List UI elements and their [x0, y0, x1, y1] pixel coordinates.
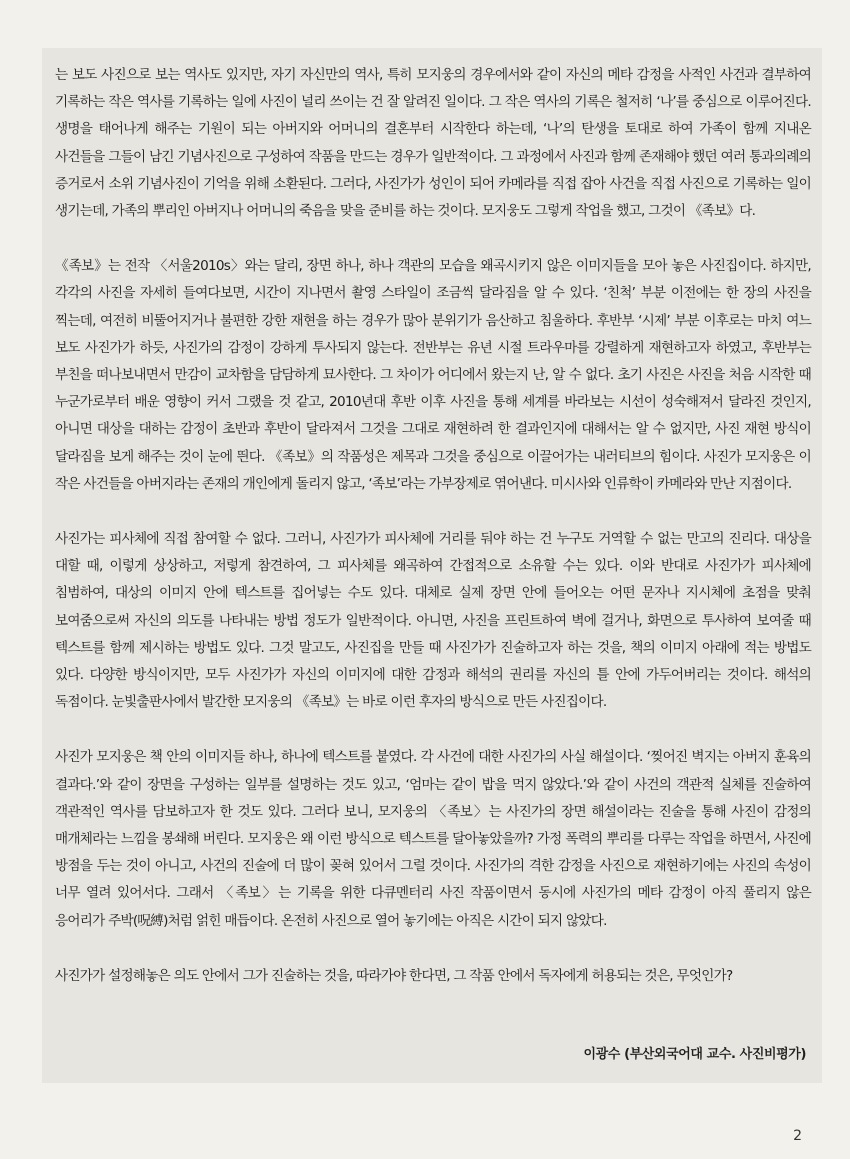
paragraph-1: 는 보도 사진으로 보는 역사도 있지만, 자기 자신만의 역사, 특히 모지웅의 경우에서와 같이 자신의 메타 감정을 사적인 사건과 결부하여 기록하는 작은 역사를 기록하는 일에 사진이 널리 쓰이는 건 잘 알려진 일이다. 그 작은 역사의 기록은 철저히 ‘나’를 중심으로 이루어진다. 생명을 태어나게 해주는 기원이 되는 아버지와 어머니의 결혼부터 시작한다 하는데, ‘나’의 탄생을 토대로 하여 가족이 함께 지내온 사건들을 그들이 남긴 기념사진으로 구성하여 작품을 만드는 경우가 일반적이다. 그 과정에서 사진과 함께 존재해야 했던 여러 통과의례의 증거로서 소위 기념사진이 기억을 위해 소환된다. 그러다, 사진가가 성인이 되어 카메라를 직접 잡아 사건을 직접 사진으로 기록하는 일이 생기는데, 가족의 뿌리인 아버지나 어머니의 죽음을 맞을 준비를 하는 것이다. 모지웅도 그렇게 작업을 했고, 그것이 《족보》다. — [55, 67, 811, 220]
paragraph-3: 사진가는 피사체에 직접 참여할 수 없다. 그러니, 사진가가 피사체에 거리를 둬야 하는 건 누구도 거역할 수 없는 만고의 진리다. 대상을 대할 때, 이렇게 상상하고, 저렇게 참견하여, 그 피사체를 왜곡하여 간접적으로 소유할 수는 있다. 이와 반대로 사진가가 피사체에 침범하여, 대상의 이미지 안에 텍스트를 집어넣는 수도 있다. 대체로 실제 장면 안에 들어오는 어떤 문자나 지시체에 초점을 맞춰 보여줌으로써 자신의 의도를 나타내는 방법 정도가 일반적이다. 아니면, 사진을 프린트하여 벽에 걸거나, 화면으로 투사하여 보여줄 때 텍스트를 함께 제시하는 방법도 있다. 그것 말고도, 사진집을 만들 때 사진가가 진술하고자 하는 것을, 책의 이미지 아래에 적는 방법도 있다. 다양한 방식이지만, 모두 사진가가 자신의 이미지에 대한 감정과 해석의 권리를 자신의 틀 안에 가두어버리는 것이다. 해석의 독점이다. 눈빛출판사에서 발간한 모지웅의 《족보》는 바로 이런 후자의 방식으로 만든 사진집이다. — [55, 531, 811, 711]
page-number: 2 — [793, 1128, 802, 1144]
paragraph-2: 《족보》는 전작 〈서울2010s〉와는 달리, 장면 하나, 하나 객관의 모습을 왜곡시키지 않은 이미지들을 모아 놓은 사진집이다. 하지만, 각각의 사진을 자세히 들여다보면, 시간이 지나면서 촬영 스타일이 조금씩 달라짐을 알 수 있다. ‘친척’ 부분 이전에는 한 장의 사진을 찍는데, 여전히 비뚤어지거나 불편한 강한 재현을 하는 경우가 많아 분위기가 음산하고 침울하다. 후반부 ‘시제’ 부분 이후로는 마치 여느 보도 사진가가 하듯, 사진가의 감정이 강하게 투사되지 않는다. 전반부는 유년 시절 트라우마를 강렬하게 재현하고자 하였고, 후반부는 부친을 떠나보내면서 만감이 교차함을 담담하게 묘사한다. 그 차이가 어디에서 왔는지 난, 알 수 없다. 초기 사진은 사진을 처음 시작한 때 누군가로부터 배운 영향이 커서 그랬을 것 같고, 2010년대 후반 이후 사진을 통해 세계를 바라보는 시선이 성숙해져서 달라진 것인지, 아니면 대상을 대하는 감정이 초반과 후반이 달라져서 그것을 그대로 재현하려 한 결과인지에 대해서는 알 수 없지만, 사진 재현 방식이 달라짐을 보게 해주는 것이 눈에 띈다. 《족보》의 작품성은 제목과 그것을 중심으로 이끌어가는 내러티브의 힘이다. 사진가 모지웅은 이 작은 사건들을 아버지라는 존재의 개인에게 돌리지 않고, ‘족보’라는 가부장제로 엮어낸다. 미시사와 인류학이 카메라와 만난 지점이다. — [55, 258, 811, 492]
article-body — [55, 62, 811, 990]
author-credit: 이광수 (부산외국어대 교수. 사진비평가) — [583, 1047, 806, 1062]
paragraph-4: 사진가 모지웅은 책 안의 이미지들 하나, 하나에 텍스트를 붙였다. 각 사건에 대한 사진가의 사실 해설이다. ‘찢어진 벽지는 아버지 훈육의 결과다.’와 같이 장면을 구성하는 일부를 설명하는 것도 있고, ‘엄마는 같이 밥을 먹지 않았다.’와 같이 사건의 객관적 실체를 진술하여 객관적인 역사를 담보하고자 한 것도 있다. 그러다 보니, 모지웅의 〈족보〉는 사진가의 장면 해설이라는 진술을 통해 사진이 감정의 매개체라는 느낌을 봉쇄해 버린다. 모지웅은 왜 이런 방식으로 텍스트를 달아놓았을까? 가정 폭력의 뿌리를 다루는 작업을 하면서, 사진에 방점을 두는 것이 아니고, 사건의 진술에 더 많이 꽂혀 있어서 그럴 것이다. 사진가의 격한 감정을 사진으로 재현하기에는 사진의 속성이 너무 열려 있어서다. 그래서 〈족보〉는 기록을 위한 다큐멘터리 사진 작품이면서 동시에 사진가의 메타 감정이 아직 풀리지 않은 응어리가 주박(呪縛)처럼 얽힌 매듭이다. 온전히 사진으로 열어 놓기에는 아직은 시간이 되지 않았다. — [55, 749, 811, 929]
paragraph-5: 사진가가 설정해놓은 의도 안에서 그가 진술하는 것을, 따라가야 한다면, 그 작품 안에서 독자에게 허용되는 것은, 무엇인가? — [55, 967, 733, 984]
